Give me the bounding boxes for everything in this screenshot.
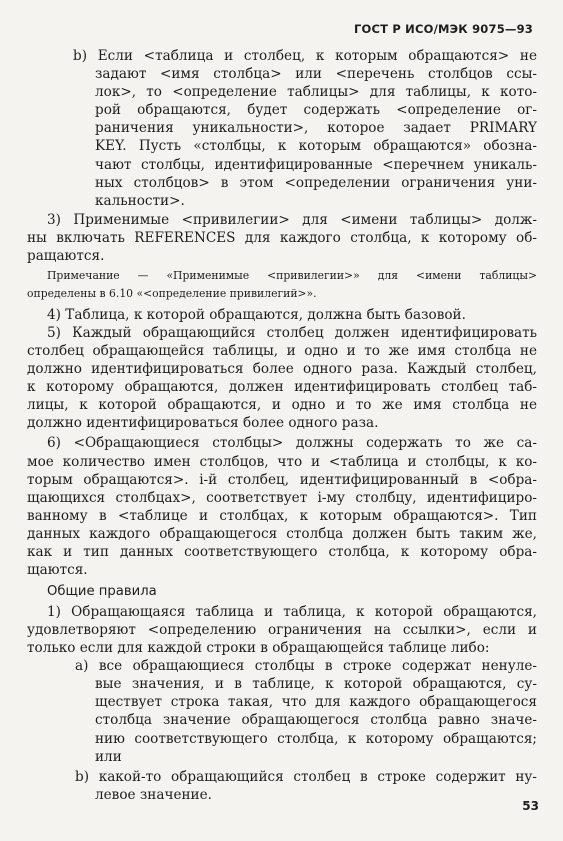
text-line: лицы, к которой обращаются, и одно и то же имя столбца не <box>27 397 537 413</box>
text-line: столбца значение обращающегося столбца равно значе- <box>95 712 537 728</box>
text-line: торым обращаются>. i-й столбец, идентифицированный в <обра- <box>27 472 537 488</box>
text-line: 6) <Обращающиеся столбцы> должны содержать то же са- <box>47 435 537 451</box>
text-line: данных каждого обращающегося столбца должен быть таким же, <box>27 526 537 542</box>
text-line: должно идентифицироваться более одного раза. <box>27 415 379 431</box>
page-number: 53 <box>522 799 539 813</box>
text-line: определены в 6.10 «<определение привилегий>». <box>27 287 317 300</box>
text-line: удовлетворяют <определению ограничения на ссылки>, если и <box>27 622 537 638</box>
text-line: ществует строка такая, что для каждого обращающегося <box>95 694 537 710</box>
text-line: или <box>95 749 122 765</box>
text-line: b) Если <таблица и столбец, к которым обращаются> не <box>73 48 537 64</box>
text-line: b) какой-то обращающийся столбец в строке содержит ну- <box>75 769 537 785</box>
section-heading: Общие правила <box>47 584 157 599</box>
text-line: вые значения, и в таблице, к которой обращаются, су- <box>95 676 537 692</box>
text-line: мое количество имен столбцов, что и <таблица и столбцы, к ко- <box>27 454 537 470</box>
text-line: к которому обращаются, должен идентифицировать столбец таб- <box>27 379 537 395</box>
text-line: ращаются. <box>27 248 105 264</box>
text-line: ванному в <таблице и столбцах, к которым обращаются>. Тип <box>27 508 537 524</box>
text-line: Примечание — «Применимые <привилегии>» для <имени таблицы> <box>47 269 537 282</box>
text-line: раничения уникальности>, которое задает PRIMARY <box>95 120 537 136</box>
text-line: задают <имя столбца> или <перечень столбцов ссы- <box>95 66 537 82</box>
text-line: 4) Таблица, к которой обращаются, должна быть базовой. <box>47 307 466 323</box>
text-line: рой обращаются, будет содержать <определение ог- <box>95 102 537 118</box>
text-line: 5) Каждый обращающийся столбец должен идентифицировать <box>47 325 537 341</box>
text-line: кальности>. <box>95 193 185 209</box>
text-line: левое значение. <box>95 787 212 803</box>
text-line: 3) Применимые <привилегии> для <имени таблицы> долж- <box>47 212 537 228</box>
text-line: столбец обращающейся таблицы, и одно и то же имя столбца не <box>27 343 537 359</box>
page-header: ГОСТ Р ИСО/МЭК 9075—93 <box>353 22 533 36</box>
text-line: чают столбцы, идентифицированные <перечнем уникаль- <box>95 157 537 173</box>
text-line: a) все обращающиеся столбцы в строке содержат ненуле- <box>75 658 537 674</box>
text-line: KEY. Пусть «столбцы, к которым обращаются» обозна- <box>95 138 537 154</box>
text-line: ных столбцов> в этом <определении ограничения уни- <box>95 175 537 191</box>
text-line: щающихся столбцах>, соответствует i-му столбцу, идентифициро- <box>27 490 537 506</box>
text-line: лок>, то <определение таблицы> для таблицы, к кото- <box>95 84 537 100</box>
text-line: щаются. <box>27 562 88 578</box>
text-line: ны включать REFERENCES для каждого столбца, к которому об- <box>27 230 537 246</box>
text-line: должно идентифицироваться более одного раза. Каждый столбец, <box>27 361 537 377</box>
text-line: 1) Обращающаяся таблица и таблица, к которой обращаются, <box>47 604 537 620</box>
text-line: нию соответствующего столбца, к которому обращаются; <box>95 731 537 747</box>
text-line: как и тип данных соответствующего столбца, к которому обра- <box>27 544 537 560</box>
text-line: только если для каждой строки в обращающейся таблице либо: <box>27 640 490 656</box>
